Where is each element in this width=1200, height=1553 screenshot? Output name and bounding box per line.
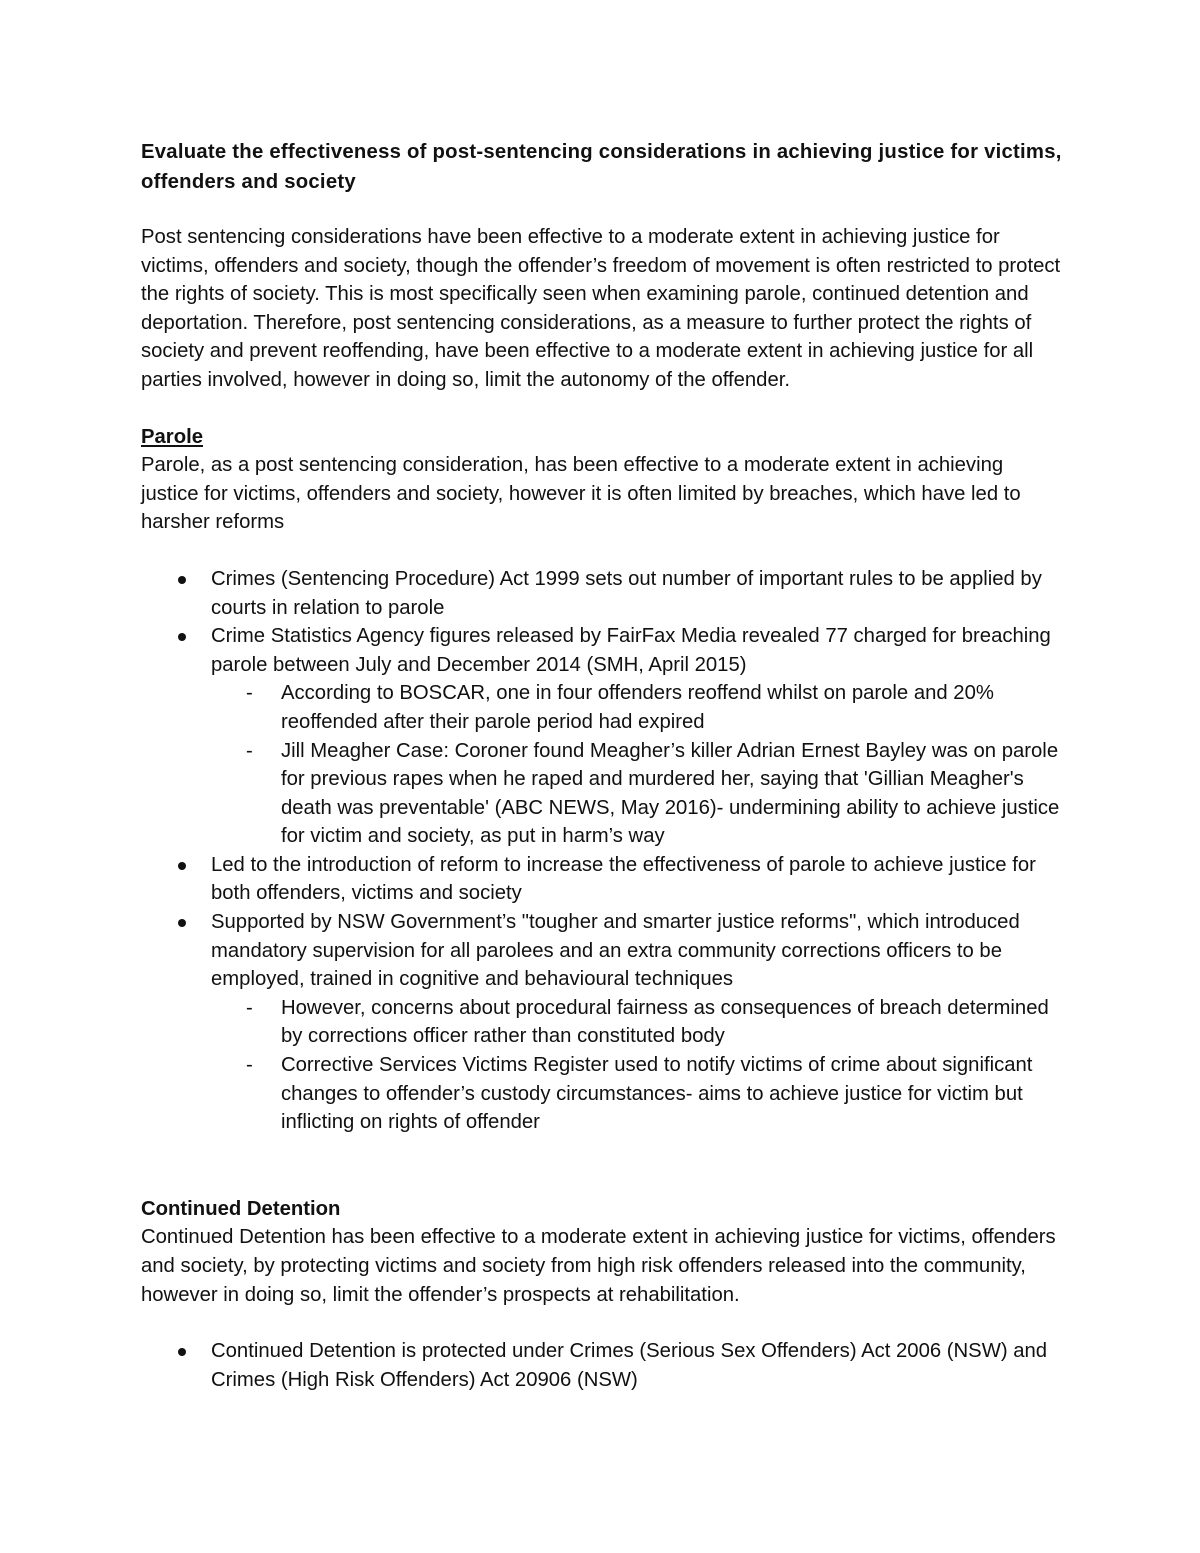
bullet-icon	[178, 919, 186, 927]
bullet-text: Crimes (Sentencing Procedure) Act 1999 sets out number of important rules to be applied by courts in relation to parole	[211, 567, 1042, 619]
bullet-icon	[178, 862, 186, 870]
bullet-text: Continued Detention is protected under Crimes (Serious Sex Offenders) Act 2006 (NSW) and Crimes (High Risk Offenders) Act 20906 (NSW)	[211, 1340, 1048, 1391]
continued-detention-summary: Continued Detention has been effective to a moderate extent in achieving justice for victims, offenders and society, by protecting victims and society from high risk offenders released into the community, however in doing so, limit the offender’s prospects at rehabilitation.	[141, 1226, 1056, 1306]
sub-bullet-list	[211, 994, 1066, 1137]
sub-list-item	[246, 737, 1066, 851]
sub-list-item	[246, 1051, 1066, 1137]
intro-paragraph: Post sentencing considerations have been effective to a moderate extent in achieving justice for victims, offenders and society, though the offender’s freedom of movement is often restricted to protect the rights of society. This is most specifically seen when examining parole, continued detention and deportation. Therefore, post sentencing considerations, as a measure to further protect the rights of society and prevent reoffending, have been effective to a moderate extent in achieving justice for all parties involved, however in doing so, limit the autonomy of the offender.	[141, 226, 1061, 391]
continued-detention-bullet-list	[141, 1337, 1066, 1394]
bullet-icon	[178, 576, 186, 584]
list-item	[211, 908, 1066, 1137]
list-item	[211, 622, 1066, 851]
parole-bullet-list	[141, 565, 1066, 1137]
sub-bullet-text: According to BOSCAR, one in four offenders reoffend whilst on parole and 20% reoffended after their parole period had expired	[281, 682, 994, 733]
sub-bullet-list	[211, 679, 1066, 851]
document-title: Evaluate the effectiveness of post-sentencing considerations in achieving justice for victims, offenders and society	[141, 141, 1062, 193]
parole-summary: Parole, as a post sentencing consideration, has been effective to a moderate extent in achieving justice for victims, offenders and society, however it is often limited by breaches, which have led to harsher reforms	[141, 454, 1021, 534]
bullet-icon	[178, 633, 186, 641]
bullet-text: Crime Statistics Agency figures released by FairFax Media revealed 77 charged for breaching parole between July and December 2014 (SMH, April 2015)	[211, 625, 1051, 676]
dash-icon: -	[246, 682, 253, 705]
dash-icon: -	[246, 996, 253, 1019]
list-item	[211, 1337, 1066, 1394]
document-page	[141, 138, 1066, 1394]
sub-list-item	[246, 994, 1066, 1051]
bullet-icon	[178, 1348, 186, 1356]
bullet-text: Led to the introduction of reform to increase the effectiveness of parole to achieve justice for both offenders, victims and society	[211, 853, 1036, 905]
dash-icon: -	[246, 739, 253, 762]
continued-detention-heading: Continued Detention	[141, 1197, 341, 1220]
list-item	[211, 565, 1066, 622]
sub-list-item	[246, 679, 1066, 736]
dash-icon: -	[246, 1054, 253, 1077]
bullet-text: Supported by NSW Government’s "tougher and smarter justice reforms", which introduced mandatory supervision for all parolees and an extra community corrections officers to be employed, trained in cognitive and behavioural techniques	[211, 911, 1020, 991]
sub-bullet-text: Corrective Services Victims Register used to notify victims of crime about significant changes to offender’s custody circumstances- aims to achieve justice for victim but inflicting on rights of offender	[281, 1054, 1033, 1134]
parole-heading: Parole	[141, 425, 204, 448]
list-item	[211, 851, 1066, 908]
sub-bullet-text: Jill Meagher Case: Coroner found Meagher’s killer Adrian Ernest Bayley was on parole for previous rapes when he raped and murdered her, saying that 'Gillian Meagher's death was preventable' (ABC NEWS, May 2016)- undermining ability to achieve justice for victim and society, as put in harm’s way	[281, 739, 1060, 848]
sub-bullet-text: However, concerns about procedural fairness as consequences of breach determined by corrections officer rather than constituted body	[281, 996, 1049, 1048]
